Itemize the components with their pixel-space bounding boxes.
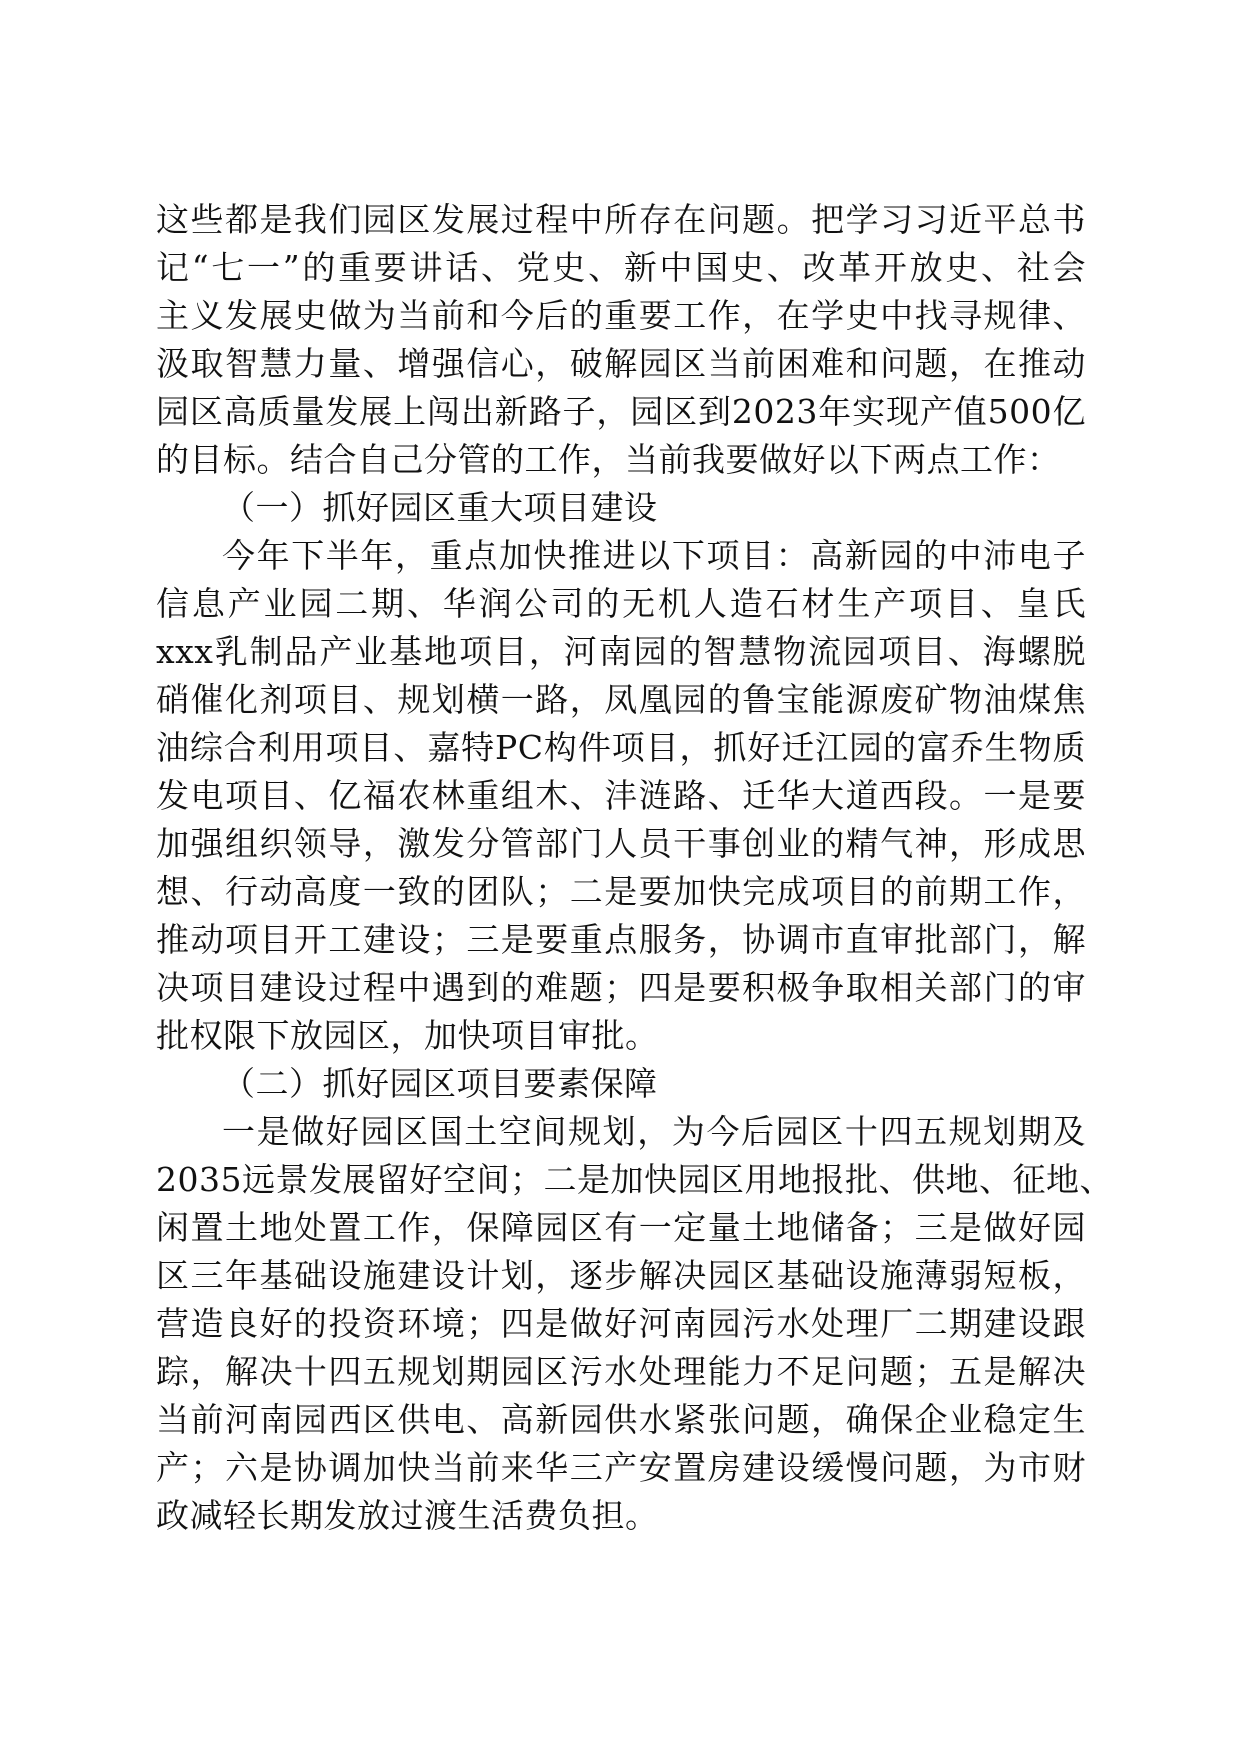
paragraph-3-line-7: 当前河南园西区供电、高新园供水紧张问题，确保企业稳定生	[156, 1400, 1086, 1439]
paragraph-2-line-7: 加强组织领导，激发分管部门人员干事创业的精气神，形成思	[156, 824, 1086, 863]
paragraph-3-line-6: 踪，解决十四五规划期园区污水处理能力不足问题；五是解决	[156, 1352, 1086, 1391]
paragraph-2-line-5: 油综合利用项目、嘉特PC构件项目，抓好迁江园的富乔生物质	[156, 728, 1086, 767]
paragraph-2-line-8: 想、行动高度一致的团队；二是要加快完成项目的前期工作，	[156, 872, 1086, 911]
paragraph-2-line-6: 发电项目、亿福农林重组木、沣涟路、迁华大道西段。一是要	[156, 776, 1086, 815]
paragraph-1-line-2: 记“七一”的重要讲话、党史、新中国史、改革开放史、社会	[156, 248, 1086, 287]
paragraph-2-line-4: 硝催化剂项目、规划横一路，凤凰园的鲁宝能源废矿物油煤焦	[156, 680, 1086, 719]
section-heading-1: （一）抓好园区重大项目建设	[222, 488, 658, 527]
paragraph-1-line-6: 的目标。结合自己分管的工作，当前我要做好以下两点工作：	[156, 440, 1061, 479]
paragraph-1-line-4: 汲取智慧力量、增强信心，破解园区当前困难和问题，在推动	[156, 344, 1086, 383]
paragraph-2-line-3: xxx乳制品产业基地项目，河南园的智慧物流园项目、海螺脱	[156, 632, 1086, 671]
paragraph-1-line-5: 园区高质量发展上闯出新路子，园区到2023年实现产值500亿	[156, 392, 1086, 431]
paragraph-3-line-3: 闲置土地处置工作，保障园区有一定量土地储备；三是做好园	[156, 1208, 1086, 1247]
paragraph-3-line-2: 2035远景发展留好空间；二是加快园区用地报批、供地、征地、	[156, 1160, 1113, 1199]
paragraph-3-line-5: 营造良好的投资环境；四是做好河南园污水处理厂二期建设跟	[156, 1304, 1086, 1343]
paragraph-2-line-9: 推动项目开工建设；三是要重点服务，协调市直审批部门，解	[156, 920, 1086, 959]
paragraph-1-line-1: 这些都是我们园区发展过程中所存在问题。把学习习近平总书	[156, 200, 1086, 239]
paragraph-2-line-1: 今年下半年，重点加快推进以下项目：高新园的中沛电子	[222, 536, 1086, 575]
section-heading-2: （二）抓好园区项目要素保障	[222, 1064, 658, 1103]
paragraph-2-line-11: 批权限下放园区，加快项目审批。	[156, 1016, 659, 1055]
paragraph-3-line-9: 政减轻长期发放过渡生活费负担。	[156, 1496, 659, 1535]
paragraph-3-line-4: 区三年基础设施建设计划，逐步解决园区基础设施薄弱短板，	[156, 1256, 1086, 1295]
paragraph-3-line-1: 一是做好园区国土空间规划，为今后园区十四五规划期及	[222, 1112, 1086, 1151]
paragraph-2-line-10: 决项目建设过程中遇到的难题；四是要积极争取相关部门的审	[156, 968, 1086, 1007]
document-body	[156, 196, 1113, 1540]
paragraph-3-line-8: 产；六是协调加快当前来华三产安置房建设缓慢问题，为市财	[156, 1448, 1086, 1487]
paragraph-2-line-2: 信息产业园二期、华润公司的无机人造石材生产项目、皇氏	[156, 584, 1086, 623]
paragraph-1-line-3: 主义发展史做为当前和今后的重要工作，在学史中找寻规律、	[156, 296, 1086, 335]
